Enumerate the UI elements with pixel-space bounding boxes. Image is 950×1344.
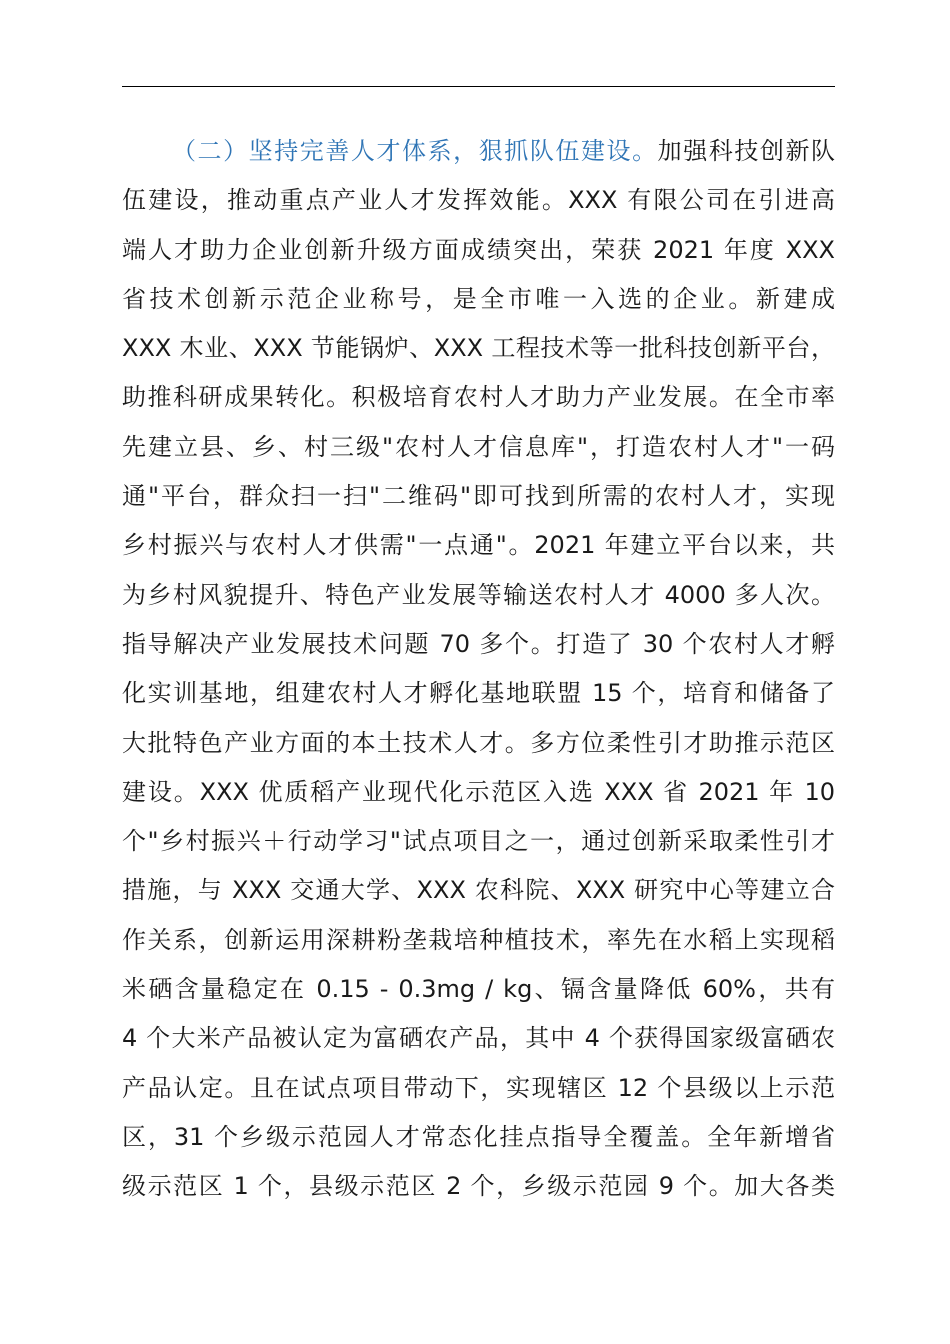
text-line: 助推科研成果转化。积极培育农村人才助力产业发展。在全市率 (122, 383, 835, 412)
text-line: 建设。XXX 优质稻产业现代化示范区入选 XXX 省 2021 年 10 (122, 777, 835, 806)
text-line: 化实训基地，组建农村人才孵化基地联盟 15 个，培育和储备了 (122, 679, 835, 708)
text-line: 措施，与 XXX 交通大学、XXX 农科院、XXX 研究中心等建立合 (122, 876, 835, 905)
text-line: 乡村振兴与农村人才供需"一点通"。2021 年建立平台以来，共 (122, 531, 835, 560)
paragraph-first-line (122, 127, 835, 176)
text-line: 端人才助力企业创新升级方面成绩突出，荣获 2021 年度 XXX (122, 235, 835, 264)
text-line: 伍建设，推动重点产业人才发挥效能。XXX 有限公司在引进高 (122, 186, 835, 215)
text-line: 区，31 个乡级示范园人才常态化挂点指导全覆盖。全年新增省 (122, 1122, 835, 1151)
body-paragraph (122, 127, 835, 1212)
section-heading: （二）坚持完善人才体系，狠抓队伍建设。 (172, 137, 658, 165)
text-line: 产品认定。且在试点项目带动下，实现辖区 12 个县级以上示范 (122, 1073, 835, 1102)
text-line: 大批特色产业方面的本土技术人才。多方位柔性引才助推示范区 (122, 728, 835, 757)
first-line-text: 加强科技创新队 (657, 137, 836, 165)
text-line: XXX 木业、XXX 节能锅炉、XXX 工程技术等一批科技创新平台， (122, 334, 835, 363)
text-line: 级示范区 1 个，县级示范区 2 个，乡级示范园 9 个。加大各类 (122, 1172, 835, 1201)
text-line: 先建立县、乡、村三级"农村人才信息库"，打造农村人才"一码 (122, 432, 835, 461)
text-line: 指导解决产业发展技术问题 70 多个。打造了 30 个农村人才孵 (122, 629, 835, 658)
header-rule (122, 86, 835, 87)
text-line: 4 个大米产品被认定为富硒农产品，其中 4 个获得国家级富硒农 (122, 1024, 835, 1053)
text-line: 为乡村风貌提升、特色产业发展等输送农村人才 4000 多人次。 (122, 580, 835, 609)
text-line: 作关系，创新运用深耕粉垄栽培种植技术，率先在水稻上实现稻 (122, 925, 835, 954)
text-line: 米硒含量稳定在 0.15 - 0.3mg / kg、镉含量降低 60%，共有 (122, 975, 835, 1004)
text-line: 个"乡村振兴＋行动学习"试点项目之一，通过创新采取柔性引才 (122, 827, 835, 856)
text-line: 通"平台，群众扫一扫"二维码"即可找到所需的农村人才，实现 (122, 482, 835, 511)
text-line: 省技术创新示范企业称号，是全市唯一入选的企业。新建成 (122, 284, 835, 313)
